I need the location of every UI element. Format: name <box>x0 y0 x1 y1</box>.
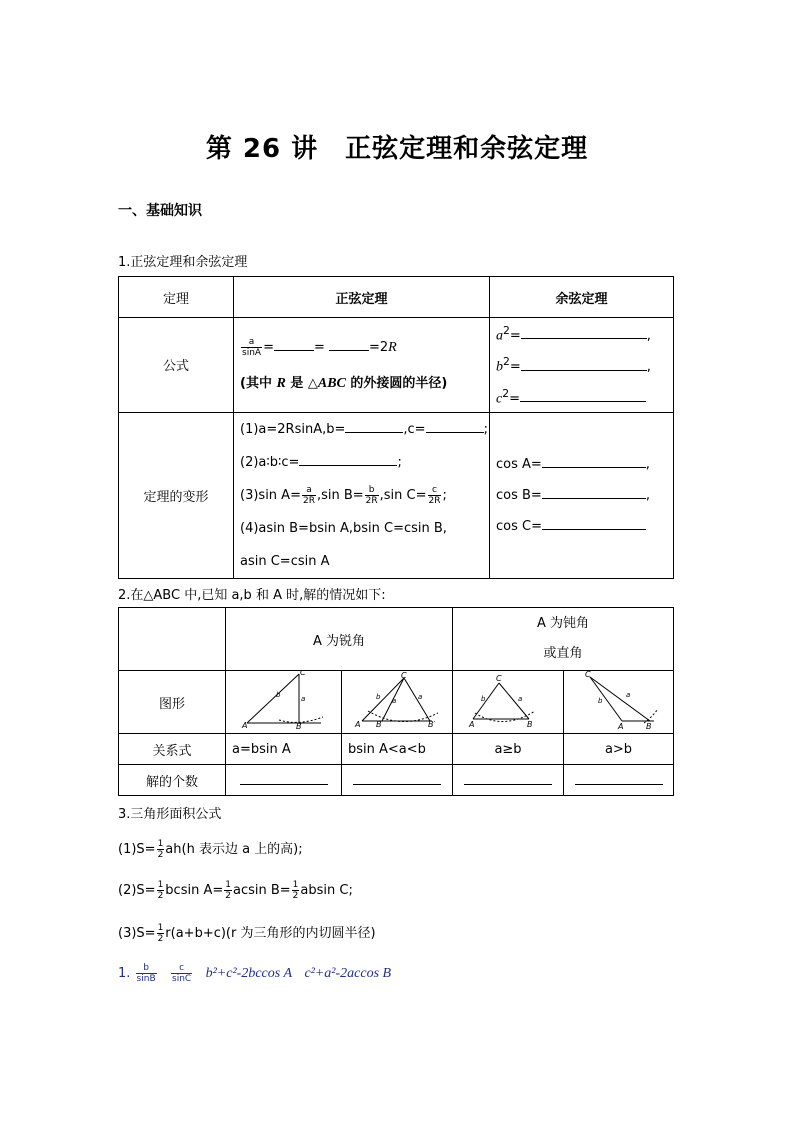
answer-key: 1. $\frac{b}{\sin B}$ $\frac{c}{\sin C}$ b²+c²-2bccos A c²+a²-2accos B <box>118 963 392 984</box>
svg-text:A: A <box>355 720 361 729</box>
page-title: 第 26 讲 正弦定理和余弦定理 <box>205 134 589 164</box>
svg-text:B: B <box>645 722 651 729</box>
relation-2: bsin A<a<b <box>342 734 453 765</box>
item-2-heading: 2.在△ABC 中,已知 a,b 和 A 时,解的情况如下: <box>118 588 386 603</box>
fraction-a-over-sinA: $\frac{a}{\sin A}$ <box>242 337 262 359</box>
row-label-relation: 关系式 <box>119 734 226 765</box>
triangle-figure-2 <box>342 671 453 734</box>
svg-text:C: C <box>496 674 502 683</box>
solution-case-table <box>118 607 674 796</box>
cosine-formula-cell: $a^2=$ , $b^2=$ , $c^2=$ <box>490 318 674 413</box>
sine-variant-cell: (1)a=2RsinA,b= ,c= ; (2)a∶b∶c= ; (3)sin A= $\frac{a}{2R}$ ,sin B= $\frac{b}{2R}$ ,sin C= $\frac{c}{2R}$ ; (4)asin B=bsin A,bsin C=csin B, asin C=csin A <box>234 412 490 578</box>
svg-text:C: C <box>299 671 306 677</box>
row-label-variant: 定理的变形 <box>119 412 234 578</box>
svg-text:a: a <box>418 693 423 701</box>
svg-text:C: C <box>584 671 591 679</box>
svg-text:C: C <box>401 671 407 680</box>
header-sine-law: 正弦定理 <box>234 277 490 318</box>
svg-text:a: a <box>392 697 397 705</box>
header-theorem: 定理 <box>119 277 234 318</box>
row-label-figure: 图形 <box>119 671 226 734</box>
law-table <box>118 276 674 579</box>
area-formula-2: (2)S= $\frac{1}{2}$ bcsin A= $\frac{1}{2}$ acsin B= $\frac{1}{2}$ absin C; <box>118 880 353 901</box>
row-label-formula: 公式 <box>119 318 234 413</box>
svg-text:b: b <box>481 695 486 703</box>
header-cosine-law: 余弦定理 <box>490 277 674 318</box>
triangle-figure-3 <box>453 671 564 734</box>
area-formula-1: (1)S= $\frac{1}{2}$ ah(h 表示边 a 上的高); <box>118 839 303 860</box>
svg-text:b: b <box>275 691 280 699</box>
svg-text:a: a <box>518 695 523 703</box>
area-formula-3: (3)S= $\frac{1}{2}$ r(a+b+c)(r 为三角形的内切圆半径) <box>118 923 376 944</box>
svg-text:a: a <box>625 691 630 699</box>
item-3-heading: 3.三角形面积公式 <box>118 807 222 822</box>
svg-text:B′: B′ <box>428 720 436 729</box>
relation-4: a>b <box>564 734 674 765</box>
svg-text:B: B <box>527 720 533 729</box>
circumradius-note: (其中 R 是 △ABC 的外接圆的半径) <box>240 376 448 392</box>
relation-3: a≥b <box>453 734 564 765</box>
svg-text:B: B <box>295 722 301 729</box>
sine-formula-cell: $\frac{a}{\sin A}$ = = =2R (其中 R 是 △ABC 的外接圆的半径) <box>234 318 490 413</box>
svg-text:a: a <box>300 695 305 703</box>
relation-1: a=bsin A <box>226 734 342 765</box>
svg-text:b: b <box>597 697 602 705</box>
svg-text:A: A <box>469 720 475 729</box>
obtuse-angle-header: A 为钝角 或直角 <box>453 608 674 671</box>
triangle-figure-4 <box>564 671 674 734</box>
section-heading: 一、基础知识 <box>118 203 202 219</box>
cosine-variant-cell: cos A= , cos B= , cos C= <box>490 412 674 578</box>
row-label-solution-count: 解的个数 <box>119 765 226 796</box>
triangle-figure-1 <box>226 671 342 734</box>
svg-text:A: A <box>241 721 247 729</box>
svg-text:B: B <box>376 720 382 729</box>
acute-angle-header: A 为锐角 <box>226 608 453 671</box>
svg-text:b: b <box>376 693 381 701</box>
item-1-heading: 1.正弦定理和余弦定理 <box>118 255 248 270</box>
svg-text:A: A <box>617 722 623 729</box>
